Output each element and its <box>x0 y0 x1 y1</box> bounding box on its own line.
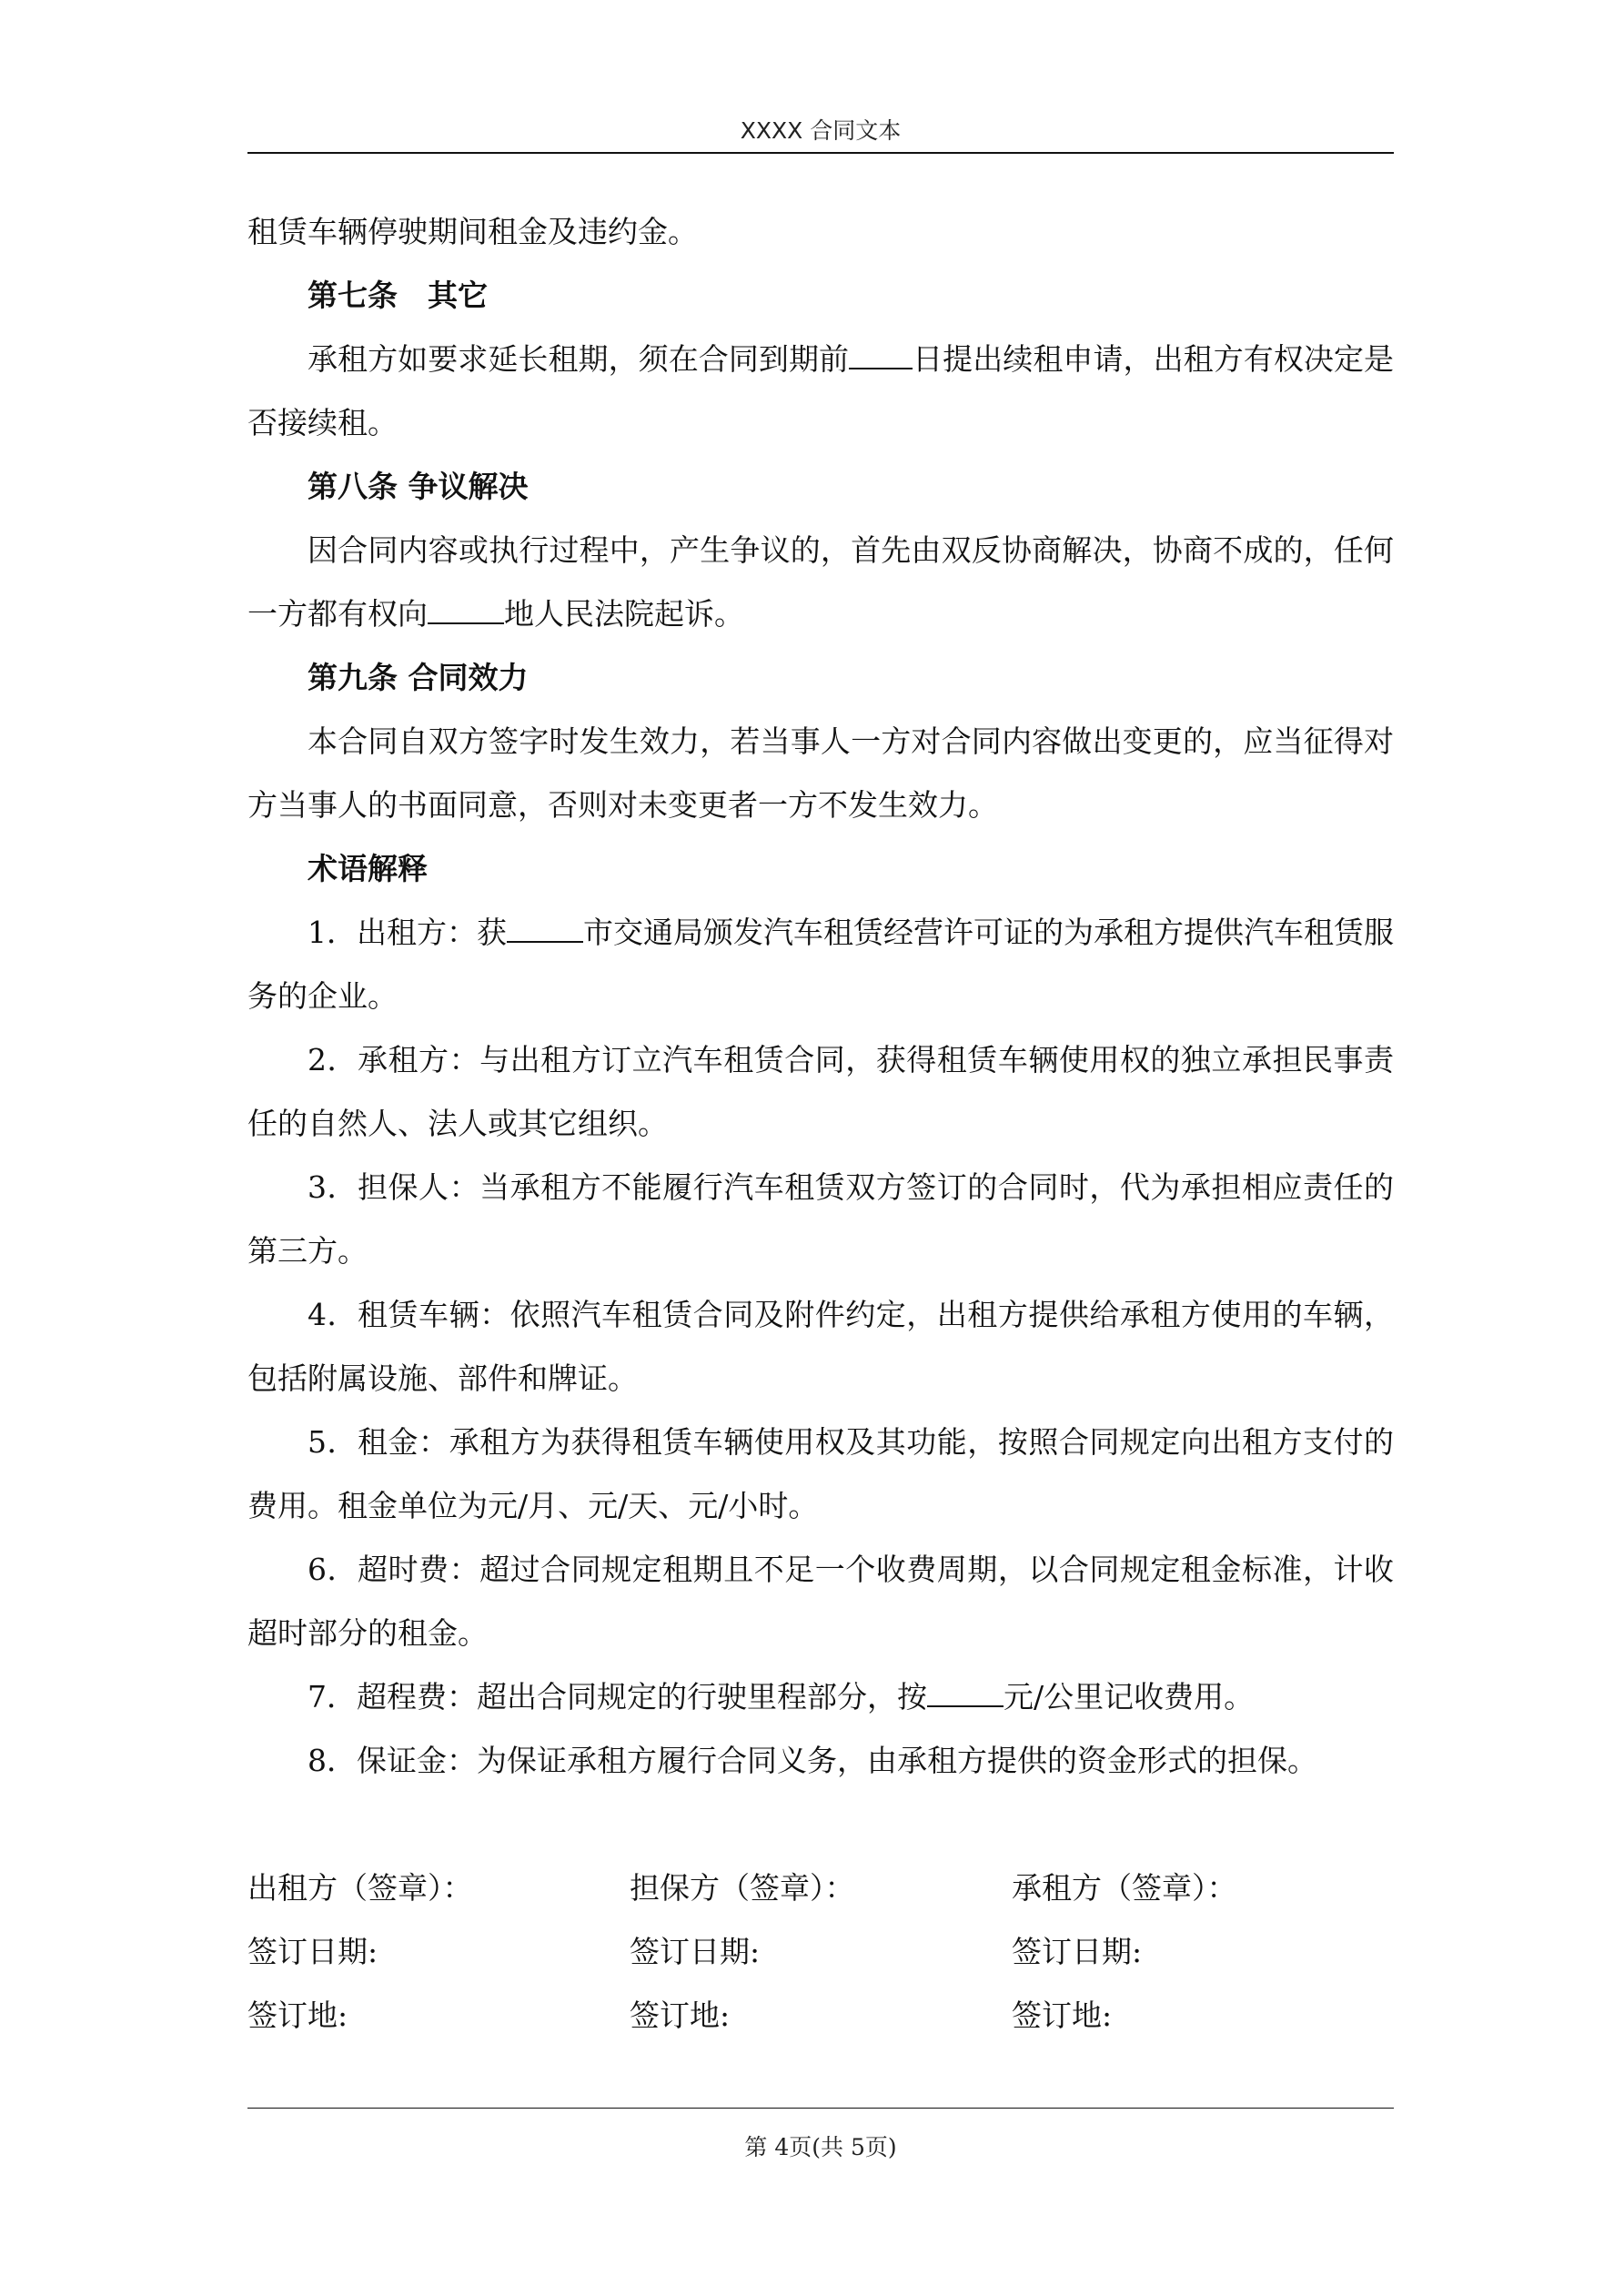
signature-row-places <box>247 1984 1394 2048</box>
lessee-place-label: 签订地: <box>1012 1998 1113 2033</box>
term-7-part1: 7．超程费：超出合同规定的行驶里程部分，按 <box>308 1679 927 1714</box>
term-6: 6．超时费：超过合同规定租期且不足一个收费周期，以合同规定租金标准，计收超时部分的租金。 <box>247 1552 1394 1651</box>
footer-rule <box>247 2108 1394 2109</box>
blank-city <box>507 917 583 943</box>
blank-court-location <box>428 599 504 624</box>
blank-rate <box>927 1682 1004 1707</box>
blank-days <box>849 344 913 369</box>
article-7-heading: 第七条 其它 <box>308 278 488 313</box>
lessee-date-label: 签订日期: <box>1012 1934 1143 1969</box>
term-3: 3．担保人：当承租方不能履行汽车租赁双方签订的合同时，代为承担相应责任的第三方。 <box>247 1169 1394 1269</box>
signature-row-dates <box>247 1920 1394 1984</box>
term-8: 8．保证金：为保证承租方履行合同义务，由承租方提供的资金形式的担保。 <box>308 1743 1317 1778</box>
term-1-part2: 市交通局颁发汽车租赁经营许可证的为承租方提供汽车租赁服务的企业。 <box>247 915 1394 1014</box>
signature-row-parties <box>247 1856 1394 1920</box>
term-1 <box>247 901 1394 1028</box>
article-7-text-part2: 日提出续租申请，出租方有权决定是否接续租。 <box>247 341 1395 440</box>
lessor-date-label: 签订日期: <box>247 1934 378 1969</box>
article-9-text: 本合同自双方签字时发生效力，若当事人一方对合同内容做出变更的，应当征得对方当事人的书面同意，否则对未变更者一方不发生效力。 <box>247 723 1394 823</box>
article-7-text-part1: 承租方如要求延长租期，须在合同到期前 <box>308 341 850 377</box>
page-header-title: XXXX 合同文本 <box>740 117 902 144</box>
lessor-signature-label: 出租方（签章）： <box>247 1870 473 1906</box>
term-1-part1: 1．出租方：获 <box>308 915 507 950</box>
guarantor-signature-label: 担保方（签章）： <box>630 1870 855 1906</box>
article-8-text <box>247 519 1394 646</box>
article-8-text-part2: 地人民法院起诉。 <box>504 596 744 632</box>
article-8-heading: 第八条 争议解决 <box>308 469 529 504</box>
term-5: 5．租金：承租方为获得租赁车辆使用权及其功能，按照合同规定向出租方支付的费用。租金单位为元/月、元/天、元/小时。 <box>247 1424 1394 1523</box>
term-7-part2: 元/公里记收费用。 <box>1004 1679 1255 1714</box>
paragraph-continuation: 租赁车辆停驶期间租金及违约金。 <box>247 214 698 249</box>
header-rule <box>247 152 1394 154</box>
signature-block <box>247 1856 1394 2048</box>
contract-body <box>247 200 1394 1793</box>
guarantor-place-label: 签订地: <box>630 1998 731 2033</box>
term-4: 4．租赁车辆：依照汽车租赁合同及附件约定，出租方提供给承租方使用的车辆，包括附属设施、部件和牌证。 <box>247 1297 1394 1396</box>
article-8-text-part1: 因合同内容或执行过程中，产生争议的，首先由双反协商解决，协商不成的，任何一方都有权向 <box>247 532 1394 632</box>
term-2: 2．承租方：与出租方订立汽车租赁合同，获得租赁车辆使用权的独立承担民事责任的自然人、法人或其它组织。 <box>247 1042 1394 1141</box>
article-7-text <box>247 328 1394 455</box>
page-number: 第 4页(共 5页) <box>744 2134 897 2160</box>
article-9-heading: 第九条 合同效力 <box>308 660 529 695</box>
lessee-signature-label: 承租方（签章）： <box>1012 1870 1237 1906</box>
guarantor-date-label: 签订日期: <box>630 1934 761 1969</box>
term-7 <box>247 1665 1394 1729</box>
lessor-place-label: 签订地: <box>247 1998 348 2033</box>
terms-heading: 术语解释 <box>308 851 428 886</box>
